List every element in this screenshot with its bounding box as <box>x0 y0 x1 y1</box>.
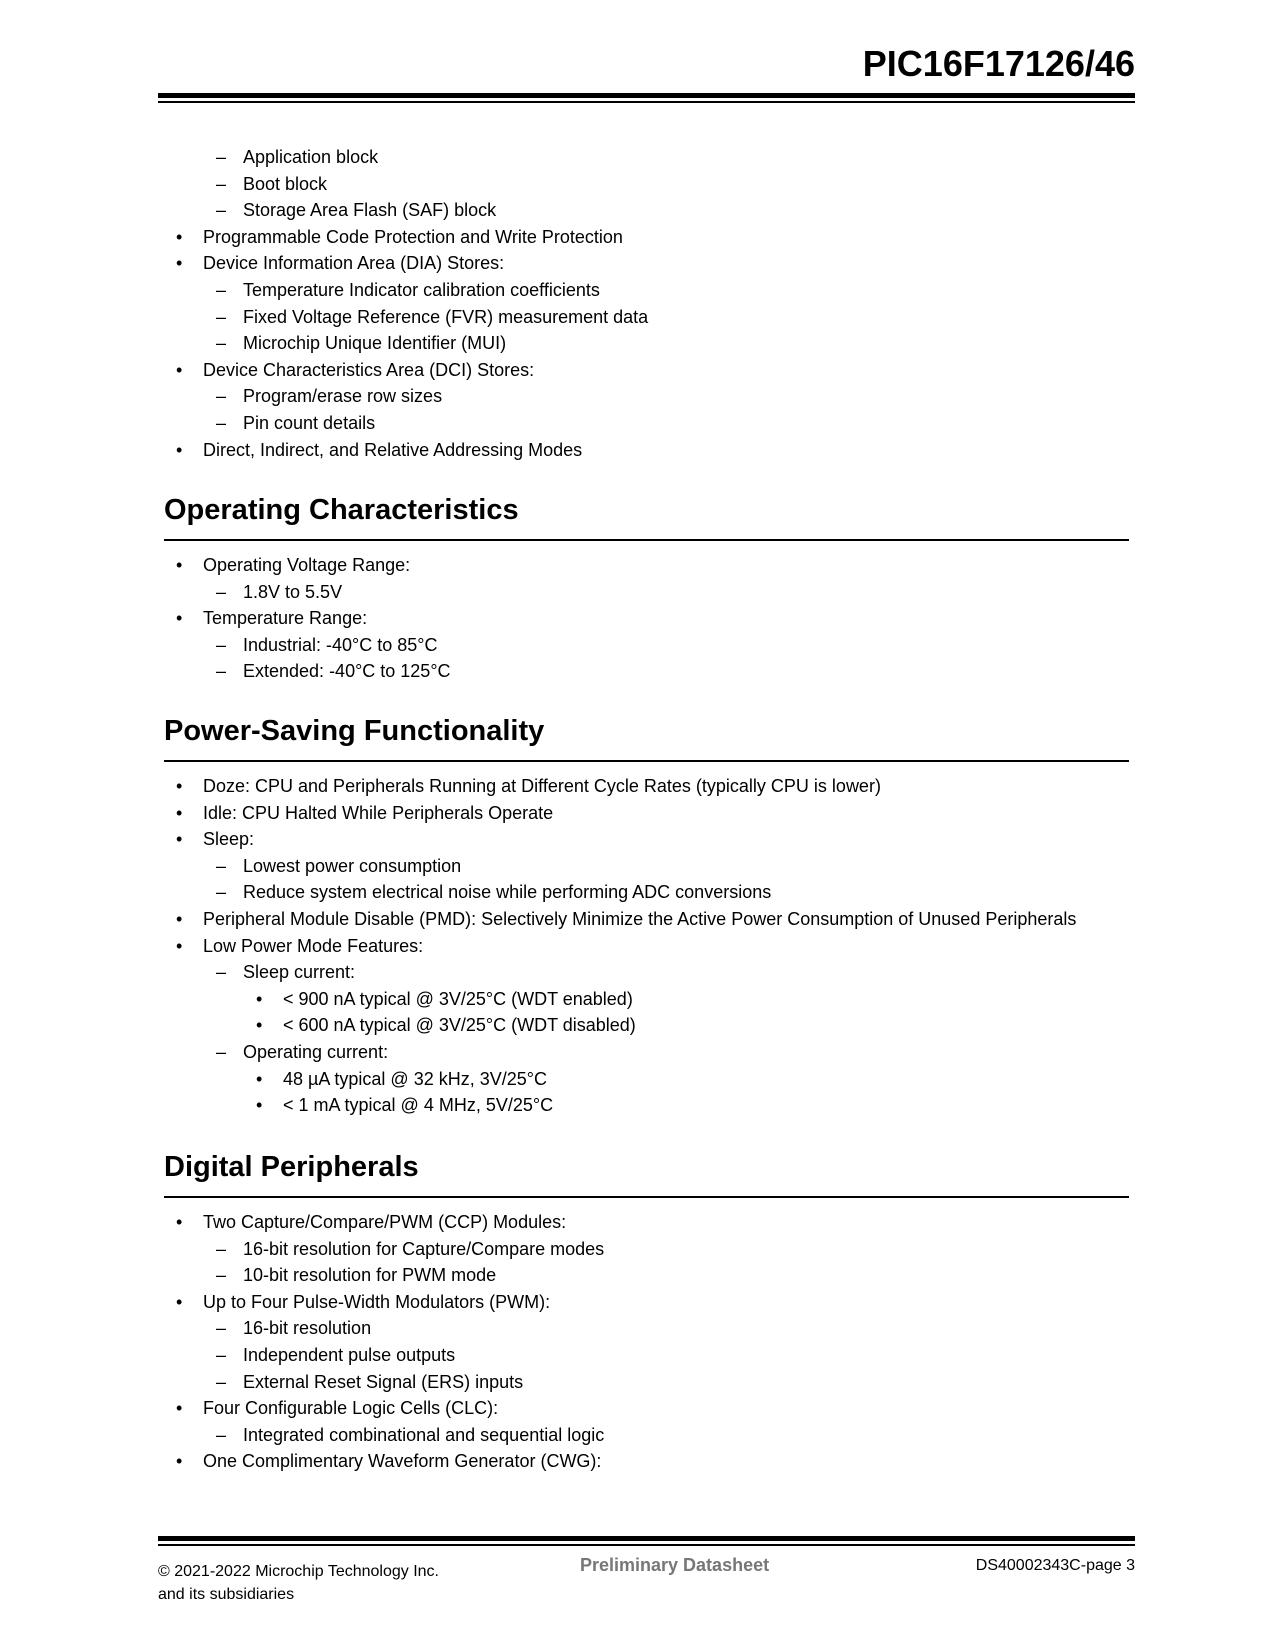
list-item: < 600 nA typical @ 3V/25°C (WDT disabled) <box>283 1015 636 1036</box>
section-heading: Operating Characteristics <box>164 494 519 526</box>
dash-marker: – <box>216 882 227 903</box>
list-item: Program/erase row sizes <box>243 386 443 407</box>
list-item: Programmable Code Protection and Write Protection <box>203 226 623 247</box>
bullet-marker: • <box>256 1068 263 1089</box>
list-item: Device Characteristics Area (DCI) Stores: <box>203 359 535 380</box>
footer-rule-thin <box>158 1544 1135 1546</box>
bullet-marker: • <box>176 226 183 247</box>
dash-marker: – <box>216 200 227 221</box>
list-item: Up to Four Pulse-Width Modulators (PWM): <box>203 1291 551 1312</box>
list-item: Reduce system electrical noise while performing ADC conversions <box>243 882 772 903</box>
list-item: Operating current: <box>243 1042 389 1062</box>
bullet-marker: • <box>176 359 183 380</box>
list-item: Sleep current: <box>243 962 356 983</box>
footer-page-number: DS40002343C-page 3 <box>975 1557 1135 1574</box>
dash-marker: – <box>216 855 227 876</box>
bullet-marker: • <box>176 1291 183 1312</box>
dash-marker: – <box>216 306 227 327</box>
list-item: External Reset Signal (ERS) inputs <box>243 1371 524 1392</box>
dash-marker: – <box>216 1265 227 1286</box>
header-rule-thick <box>158 93 1135 98</box>
footer-copyright-line1: © 2021-2022 Microchip Technology Inc. <box>158 1563 439 1580</box>
list-item: Direct, Indirect, and Relative Addressing Modes <box>203 439 583 460</box>
list-item: Peripheral Module Disable (PMD): Selectively Minimize the Active Power Consumption of Unused Peripherals <box>203 909 1077 929</box>
list-item: 10-bit resolution for PWM mode <box>243 1265 497 1286</box>
list-item: Sleep: <box>203 829 255 850</box>
list-item: Four Configurable Logic Cells (CLC): <box>203 1398 499 1419</box>
list-item: Integrated combinational and sequential logic <box>243 1424 605 1445</box>
dash-marker: – <box>216 661 227 682</box>
list-item: 48 µA typical @ 32 kHz, 3V/25°C <box>283 1068 547 1089</box>
dash-marker: – <box>216 1318 227 1339</box>
bullet-marker: • <box>176 935 183 956</box>
dash-marker: – <box>216 1371 227 1392</box>
footer-document-status: Preliminary Datasheet <box>580 1555 770 1575</box>
page-title: PIC16F17126/46 <box>862 43 1135 84</box>
dash-marker: – <box>216 962 227 983</box>
list-item: One Complimentary Waveform Generator (CWG): <box>203 1451 602 1472</box>
bullet-marker: • <box>256 1015 263 1036</box>
bullet-marker: • <box>176 829 183 850</box>
dash-marker: – <box>216 1238 227 1259</box>
dash-marker: – <box>216 280 227 300</box>
dash-marker: – <box>216 333 227 354</box>
bullet-marker: • <box>256 1095 263 1116</box>
list-item: Pin count details <box>243 413 376 433</box>
list-item: Microchip Unique Identifier (MUI) <box>243 333 507 354</box>
dash-marker: – <box>216 1042 227 1062</box>
dash-marker: – <box>216 147 227 167</box>
list-item: 1.8V to 5.5V <box>243 581 343 602</box>
list-item: Device Information Area (DIA) Stores: <box>203 253 505 274</box>
bullet-marker: • <box>176 909 183 929</box>
bullet-marker: • <box>176 1451 183 1472</box>
dash-marker: – <box>216 386 227 407</box>
bullet-marker: • <box>176 439 183 460</box>
footer-copyright <box>158 1560 439 1606</box>
section-heading-rule <box>164 760 1129 762</box>
dash-marker: – <box>216 173 227 194</box>
list-item: Industrial: -40°C to 85°C <box>243 634 438 655</box>
footer-rule-thick <box>158 1536 1135 1541</box>
section-heading: Digital Peripherals <box>164 1151 419 1183</box>
list-item: Operating Voltage Range: <box>203 555 411 575</box>
list-item: Two Capture/Compare/PWM (CCP) Modules: <box>203 1212 567 1232</box>
header-rule-thin <box>158 101 1135 103</box>
list-item: Low Power Mode Features: <box>203 935 424 956</box>
list-item: Extended: -40°C to 125°C <box>243 661 451 682</box>
list-item: < 900 nA typical @ 3V/25°C (WDT enabled) <box>283 988 633 1009</box>
bullet-marker: • <box>176 1398 183 1419</box>
dash-marker: – <box>216 634 227 655</box>
dash-marker: – <box>216 1345 227 1365</box>
bullet-marker: • <box>176 1212 183 1232</box>
bullet-marker: • <box>176 608 183 629</box>
section-heading-rule <box>164 1196 1129 1198</box>
list-item: 16-bit resolution for Capture/Compare modes <box>243 1238 605 1259</box>
dash-marker: – <box>216 581 227 602</box>
list-item: Lowest power consumption <box>243 855 462 876</box>
list-item: Doze: CPU and Peripherals Running at Different Cycle Rates (typically CPU is lower) <box>203 776 881 796</box>
section-heading: Power-Saving Functionality <box>164 715 545 747</box>
dash-marker: – <box>216 413 227 433</box>
list-item: Idle: CPU Halted While Peripherals Operate <box>203 802 554 823</box>
bullet-marker: • <box>176 253 183 274</box>
list-item: Fixed Voltage Reference (FVR) measurement data <box>243 306 649 327</box>
list-item: Temperature Range: <box>203 608 368 629</box>
list-item: 16-bit resolution <box>243 1318 372 1339</box>
list-item: Boot block <box>243 173 328 194</box>
bullet-marker: • <box>176 776 183 796</box>
bullet-marker: • <box>176 555 183 575</box>
list-item: < 1 mA typical @ 4 MHz, 5V/25°C <box>283 1095 554 1116</box>
list-item: Temperature Indicator calibration coefficients <box>243 280 600 300</box>
list-item: Application block <box>243 147 379 167</box>
list-item: Independent pulse outputs <box>243 1345 456 1365</box>
bullet-marker: • <box>256 988 263 1009</box>
footer-copyright-line2: and its subsidiaries <box>158 1586 295 1603</box>
list-item: Storage Area Flash (SAF) block <box>243 200 497 221</box>
bullet-marker: • <box>176 802 183 823</box>
dash-marker: – <box>216 1424 227 1445</box>
section-heading-rule <box>164 539 1129 541</box>
